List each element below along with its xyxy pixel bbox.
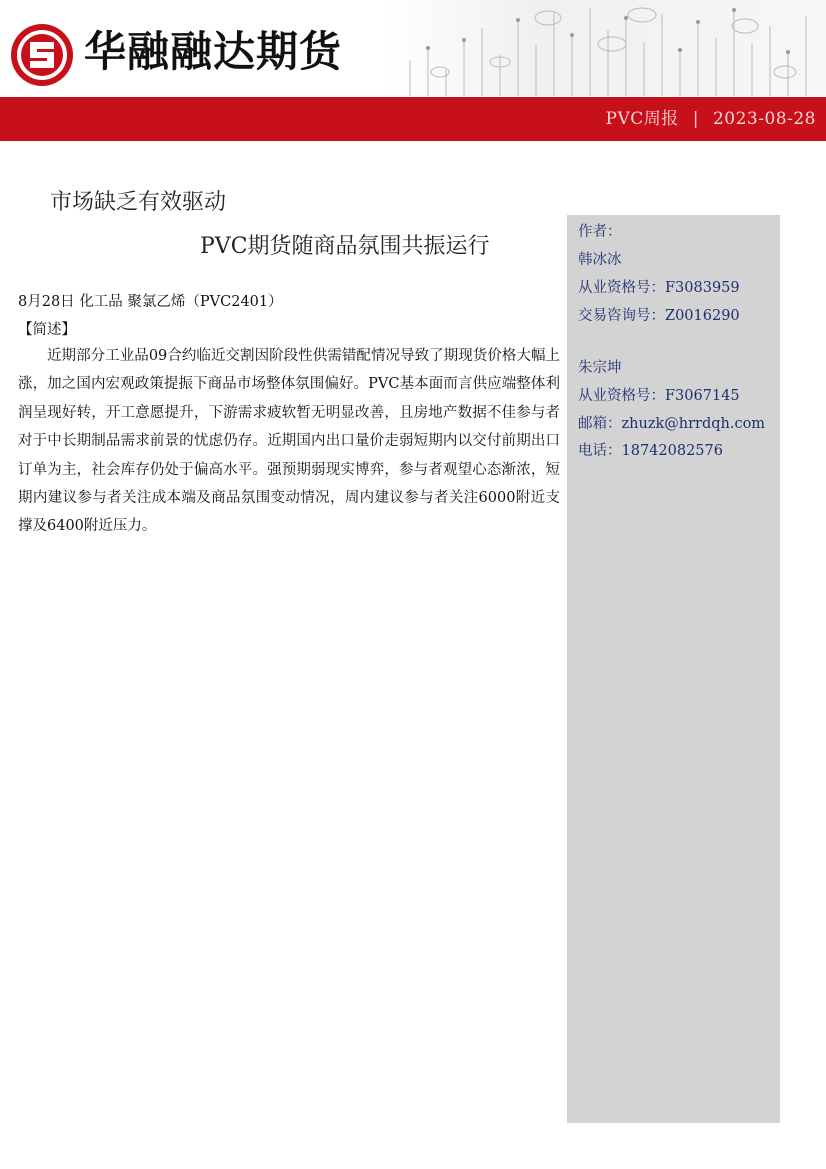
author-phone: 电话：18742082576 xyxy=(578,443,723,459)
report-type: PVC周报 xyxy=(605,109,679,129)
report-separator: | xyxy=(692,109,699,129)
author-sidebar xyxy=(567,215,780,1123)
brand-name: 华融融达期货 xyxy=(84,27,343,76)
report-meta-line: 8月28日 化工品 聚氯乙烯（PVC2401） xyxy=(18,294,283,310)
author-name: 韩冰冰 xyxy=(578,252,622,268)
report-date: 2023-08-28 xyxy=(712,109,816,129)
page-header xyxy=(0,0,826,96)
author-qualification-number: 从业资格号：F3067145 xyxy=(578,388,740,404)
headline-line1: 市场缺乏有效驱动 xyxy=(50,190,227,215)
author-qualification-number: 从业资格号：F3083959 xyxy=(578,280,740,296)
summary-body: 近期部分工业品09合约临近交割因阶段性供需错配情况导致了期现货价格大幅上涨，加之国内宏观政策提振下商品市场整体氛围偏好。PVC基本面而言供应端整体利润呈现好转，开工意愿提升，下游需求疲软暂无明显改善，且房地产数据不佳参与者对于中长期制品需求前景的忧虑仍存。近期国内出口量价走弱短期内以交付前期出口订单为主，社会库存仍处于偏高水平。强预期弱现实博弈，参与者观望心态渐浓，短期内建议参与者关注成本端及商品氛围变动情况，周内建议参与者关注6000附近支撑及6400附近压力。 xyxy=(18,348,560,535)
summary-section-title: 【简述】 xyxy=(18,322,76,338)
company-logo-icon xyxy=(9,22,75,88)
headline-line2: PVC期货随商品氛围共振运行 xyxy=(200,234,490,259)
header-decoration-pattern xyxy=(380,0,826,96)
author-consulting-number: 交易咨询号：Z0016290 xyxy=(578,308,740,324)
author-label: 作者： xyxy=(578,224,622,240)
author-email: 邮箱：zhuzk@hrrdqh.com xyxy=(578,416,766,432)
author-name: 朱宗坤 xyxy=(578,360,622,376)
report-info xyxy=(606,97,816,141)
